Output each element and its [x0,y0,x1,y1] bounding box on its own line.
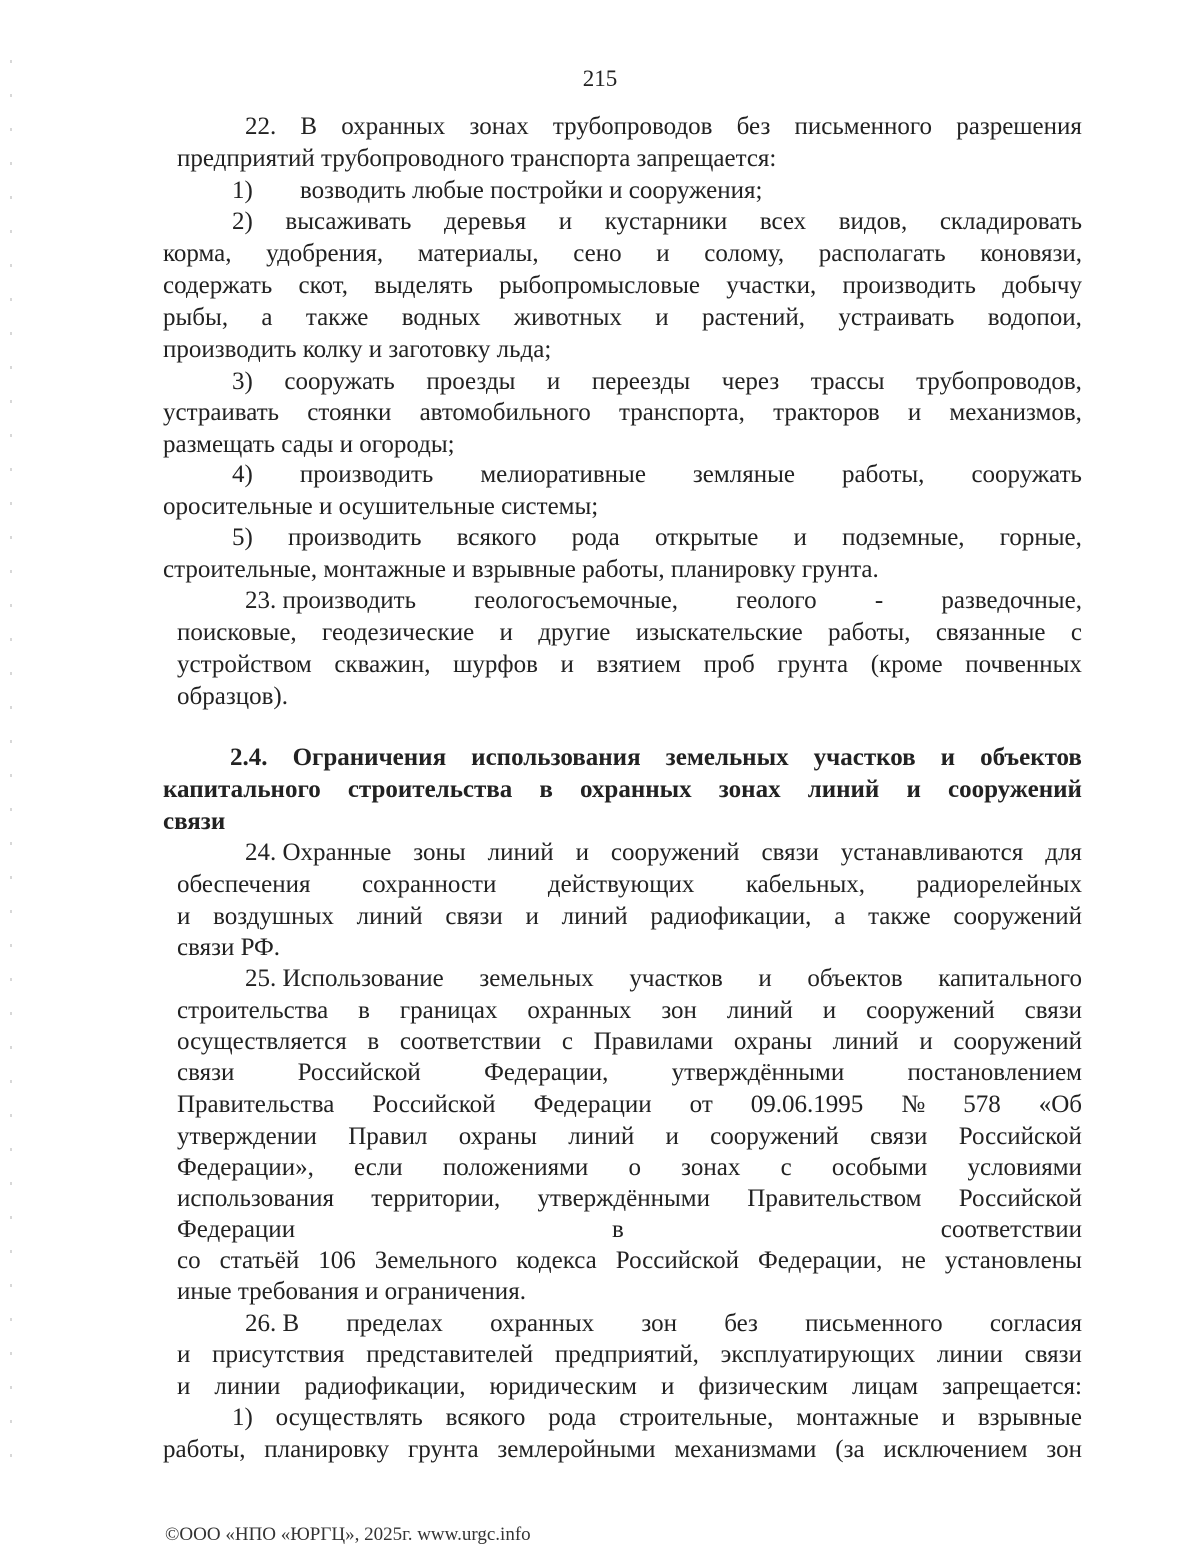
word: в [539,776,553,803]
word: с [561,1028,573,1055]
word: работы, [828,619,911,646]
word: в [612,1216,624,1243]
item-4-line-2: оросительные и осушительные системы; [163,493,599,520]
word: корма, [163,240,232,267]
word: сено [573,240,622,267]
word: капитального [938,965,1082,992]
word: высаживать [285,208,412,235]
word: солому, [704,240,785,267]
word: также [305,304,369,331]
word: и [558,208,573,235]
word: охраны [733,1028,812,1055]
word: (за [835,1436,865,1463]
word: кустарники [604,208,728,235]
word: разрешения [956,113,1082,140]
word: Ограничения [292,744,447,771]
word: предприятий, [554,1341,699,1368]
word: радиофикации, [650,903,812,930]
word: линии [214,1373,281,1400]
word: Земельного [374,1247,498,1274]
paragraph-25-line-8 [177,1183,1082,1215]
word: Федерации [533,1091,652,1118]
paragraph-25-line-9 [177,1214,1082,1246]
word: запрещается: [942,1373,1082,1400]
word: 4) [232,461,253,488]
word: и [941,1404,956,1431]
word: постановлением [907,1059,1082,1086]
word: горные, [999,524,1082,551]
paragraph-24-line-1 [245,837,1082,869]
word: сооружать [971,461,1082,488]
word: автомобильного [419,399,591,426]
word: строительные, [619,1404,774,1431]
word: зонах [681,1154,741,1181]
word: Российской [958,1185,1082,1212]
word: трассы [810,368,885,395]
word: и [919,1028,933,1055]
word: «Об [1038,1091,1082,1118]
word: использования [471,744,641,771]
item-2-line-3 [163,270,1082,302]
word: другие [538,619,611,646]
word: сооружений [710,1123,839,1150]
word: утверждёнными [671,1059,845,1086]
word: зонах [718,776,781,803]
word: строительства [347,776,513,803]
word: и [525,903,539,930]
paragraph-25-line-1 [245,963,1082,995]
word: объектов [980,744,1082,771]
word: с [780,1154,792,1181]
word: сооружений [953,903,1082,930]
word: зоны [413,839,466,866]
word: устройством [177,651,312,678]
word: линий [487,839,554,866]
word: воздушных [213,903,334,930]
word: механизмами [674,1436,817,1463]
word: о [628,1154,641,1181]
word: планировку [264,1436,390,1463]
word: Российской [615,1247,739,1274]
word: сохранности [362,871,497,898]
word: строительства [177,997,329,1024]
word: скважин, [334,651,431,678]
word: 3) [232,368,253,395]
word: действующих [547,871,695,898]
word: линий [356,903,423,930]
paragraph-25-line-6 [177,1121,1082,1153]
word: проезды [426,368,516,395]
section-heading-line-1 [230,742,1082,774]
word: охранных [580,776,692,803]
item-2-line-4 [163,302,1082,334]
word: располагать [818,240,946,267]
word: открытые [654,524,759,551]
word: установлены [944,1247,1082,1274]
word: Правилами [593,1028,714,1055]
word: Федерации, [758,1247,883,1274]
word: охранных [341,113,446,140]
word: линий [726,997,793,1024]
word: а [261,304,273,331]
paragraph-25-line-5 [177,1089,1082,1121]
word: и [177,1341,191,1368]
item-3-line-2 [163,397,1082,429]
paragraph-23-line-2 [177,617,1082,649]
word: и [906,776,921,803]
word: и [758,965,772,992]
paragraph-22-line-1 [245,111,1082,143]
item-2-line-2 [163,238,1082,270]
paragraph-25-line-10 [177,1245,1082,1277]
word: рода [571,524,620,551]
word: зон [661,997,697,1024]
word: мелиоративные [480,461,646,488]
word: всякого [456,524,537,551]
paragraph-25-line-4 [177,1057,1082,1089]
item-2-line-1 [232,206,1082,238]
word: водных [401,304,481,331]
word: взрывные [977,1404,1082,1431]
item-1-number: 1) [232,177,253,204]
paragraph-23-line-4: образцов). [177,683,288,710]
word: положениями [442,1154,589,1181]
word: почвенных [965,651,1082,678]
paragraph-25-line-3 [177,1026,1082,1058]
word: устанавливаются [840,839,1024,866]
word: а [834,903,846,930]
word: также [868,903,931,930]
word: земельных [665,744,789,771]
word: проб [703,651,755,678]
word: подземные, [842,524,965,551]
word: от [689,1091,713,1118]
word: производить [288,524,422,551]
word: связи [1024,1341,1082,1368]
word: сооружений [610,839,740,866]
word: с [1070,619,1082,646]
word: работы, [841,461,925,488]
section-heading-line-2 [163,774,1082,806]
word: геолого [736,587,817,614]
word: участки, [726,272,817,299]
word: Российской [958,1123,1082,1150]
word: 24. Охранные [245,839,392,866]
word: если [354,1154,403,1181]
word: в [367,1028,380,1055]
word: сооружений [953,1028,1082,1055]
word: обеспечения [177,871,311,898]
section-heading-line-3: связи [163,808,226,835]
word: и [546,368,561,395]
word: тракторов [773,399,880,426]
word: радиорелейных [916,871,1082,898]
word: переезды [591,368,691,395]
word: рыбы, [163,304,229,331]
paragraph-23-line-1 [245,585,1082,617]
word: и [665,1123,679,1150]
item-4-line-1 [232,459,1082,491]
word: всех [759,208,807,235]
word: согласия [989,1310,1082,1337]
word: 1) [232,1404,253,1431]
word: утверждении [177,1123,317,1150]
word: Российской [297,1059,421,1086]
word: сооружать [284,368,395,395]
word: изыскательские [635,619,803,646]
word: охранных [490,1310,595,1337]
word: кодекса [516,1247,597,1274]
word: Федерации, [484,1059,609,1086]
paragraph-24-line-4: связи РФ. [177,934,281,961]
word: для [1045,839,1082,866]
word: 22. [245,113,277,140]
word: и [499,619,513,646]
word: производить [299,461,434,488]
item-26-1-line-1 [232,1402,1082,1434]
paragraph-24-line-3 [177,901,1082,933]
word: коновязи, [980,240,1082,267]
word: № [901,1091,926,1118]
word: работы, [163,1436,246,1463]
word: удобрения, [266,240,384,267]
word: геологосъемочные, [474,587,679,614]
word: 5) [232,524,253,551]
word: и [655,304,669,331]
paragraph-24-line-2 [177,869,1082,901]
word: рода [548,1404,597,1431]
word: Правил [348,1123,428,1150]
word: не [901,1247,926,1274]
paragraph-22-line-2: предприятий трубопроводного транспорта запрещается: [177,145,777,172]
word: (кроме [870,651,943,678]
word: радиофикации, [304,1373,466,1400]
word: разведочные, [941,587,1082,614]
word: использования [177,1185,334,1212]
word: соответствии [399,1028,542,1055]
word: землеройными [497,1436,656,1463]
word: участков [629,965,723,992]
word: выделять [374,272,473,299]
word: видов, [838,208,908,235]
word: трубопроводов, [916,368,1082,395]
word: линий [568,1123,635,1150]
word: водопои, [987,304,1082,331]
word: содержать [163,272,273,299]
word: границах [399,997,498,1024]
word: земляные [692,461,795,488]
word: грунта [777,651,849,678]
page-number: 215 [582,66,618,91]
word: Федерации», [177,1154,314,1181]
word: пределах [346,1310,443,1337]
word: объектов [807,965,903,992]
word: зон [1046,1436,1082,1463]
word: физическим [698,1373,828,1400]
word: 2) [232,208,253,235]
word: линий [832,1028,899,1055]
word: связи [445,903,503,930]
word: шурфов [453,651,538,678]
word: растений, [701,304,806,331]
word: участков [813,744,916,771]
item-1-text: возводить любые постройки и сооружения; [300,177,763,204]
word: поисковые, [177,619,297,646]
word: 25. Использование [245,965,444,992]
word: охраны [458,1123,537,1150]
word: 09.06.1995 [750,1091,864,1118]
word: сооружений [947,776,1082,803]
word: связанные [935,619,1046,646]
word: производить [842,272,976,299]
word: всякого [445,1404,526,1431]
word: - [874,587,884,614]
paragraph-26-line-3 [177,1371,1082,1403]
word: и [940,744,956,771]
word: устраивать [163,399,280,426]
word: линий [807,776,880,803]
word: и [907,399,922,426]
word: охранных [527,997,632,1024]
word: исключением [883,1436,1028,1463]
word: статьёй [219,1247,300,1274]
word: 2.4. [230,744,268,771]
word: деревья [444,208,527,235]
word: связи [1024,997,1082,1024]
word: письменного [805,1310,943,1337]
paragraph-25-line-2 [177,995,1082,1027]
word: скот, [298,272,348,299]
word: 26. В [245,1310,300,1337]
word: без [724,1310,758,1337]
scan-margin-marks [10,60,12,1480]
word: капитального [163,776,321,803]
word: Российской [372,1091,496,1118]
word: соответствии [940,1216,1082,1243]
word: и [656,240,670,267]
word: Правительством [747,1185,922,1212]
word: связи [761,839,819,866]
word: линий [561,903,628,930]
word: условиями [967,1154,1082,1181]
word: и [575,839,589,866]
item-2-line-5: производить колку и заготовку льда; [163,336,552,363]
word: эксплуатирующих [720,1341,916,1368]
word: юридическим [489,1373,637,1400]
word: складировать [939,208,1082,235]
word: зон [641,1310,677,1337]
word: через [721,368,780,395]
item-3-line-3: размещать сады и огороды; [163,431,455,458]
word: земельных [479,965,594,992]
word: материалы, [417,240,539,267]
paragraph-23-line-3 [177,649,1082,681]
word: и [660,1373,675,1400]
word: территории, [371,1185,501,1212]
word: особыми [831,1154,928,1181]
paragraph-26-line-1 [245,1308,1082,1340]
word: транспорта, [618,399,745,426]
word: сооружений [866,997,995,1024]
word: и [793,524,807,551]
word: монтажные [796,1404,919,1431]
word: грунта [407,1436,479,1463]
word: кабельных, [745,871,866,898]
word: и [560,651,574,678]
item-26-1-line-2 [163,1434,1082,1466]
footer-copyright: ©ООО «НПО «ЮРГЦ», 2025г. www.urgc.info [165,1524,531,1545]
word: связи [177,1059,235,1086]
paragraph-25-line-7 [177,1152,1082,1184]
word: В [300,113,318,140]
word: Правительства [177,1091,335,1118]
word: устраивать [838,304,955,331]
word: присутствия [212,1341,345,1368]
word: рыбопромысловые [499,272,700,299]
word: связи [870,1123,928,1150]
paragraph-26-line-2 [177,1339,1082,1371]
word: и [177,903,191,930]
item-3-line-1 [232,366,1082,398]
word: добычу [1002,272,1082,299]
word: и [177,1373,191,1400]
word: осуществляется [177,1028,347,1055]
word: геодезические [322,619,475,646]
word: в [358,997,370,1024]
word: без [736,113,771,140]
word: со [177,1247,201,1274]
paragraph-25-line-11: иные требования и ограничения. [177,1278,526,1305]
word: представителей [366,1341,534,1368]
word: зонах [469,113,529,140]
item-5-line-1 [232,522,1082,554]
item-5-line-2: строительные, монтажные и взрывные работы, планировку грунта. [163,556,879,583]
word: 578 [963,1091,1001,1118]
word: взятием [596,651,681,678]
word: линии [936,1341,1003,1368]
word: 23. производить [245,587,416,614]
word: утверждёнными [537,1185,711,1212]
word: Федерации [177,1216,296,1243]
word: осуществлять [275,1404,423,1431]
word: письменного [794,113,933,140]
word: животных [513,304,622,331]
word: 106 [318,1247,356,1274]
word: механизмов, [949,399,1082,426]
word: трубопроводов [552,113,713,140]
word: и [822,997,837,1024]
word: лицам [851,1373,919,1400]
word: стоянки [307,399,392,426]
